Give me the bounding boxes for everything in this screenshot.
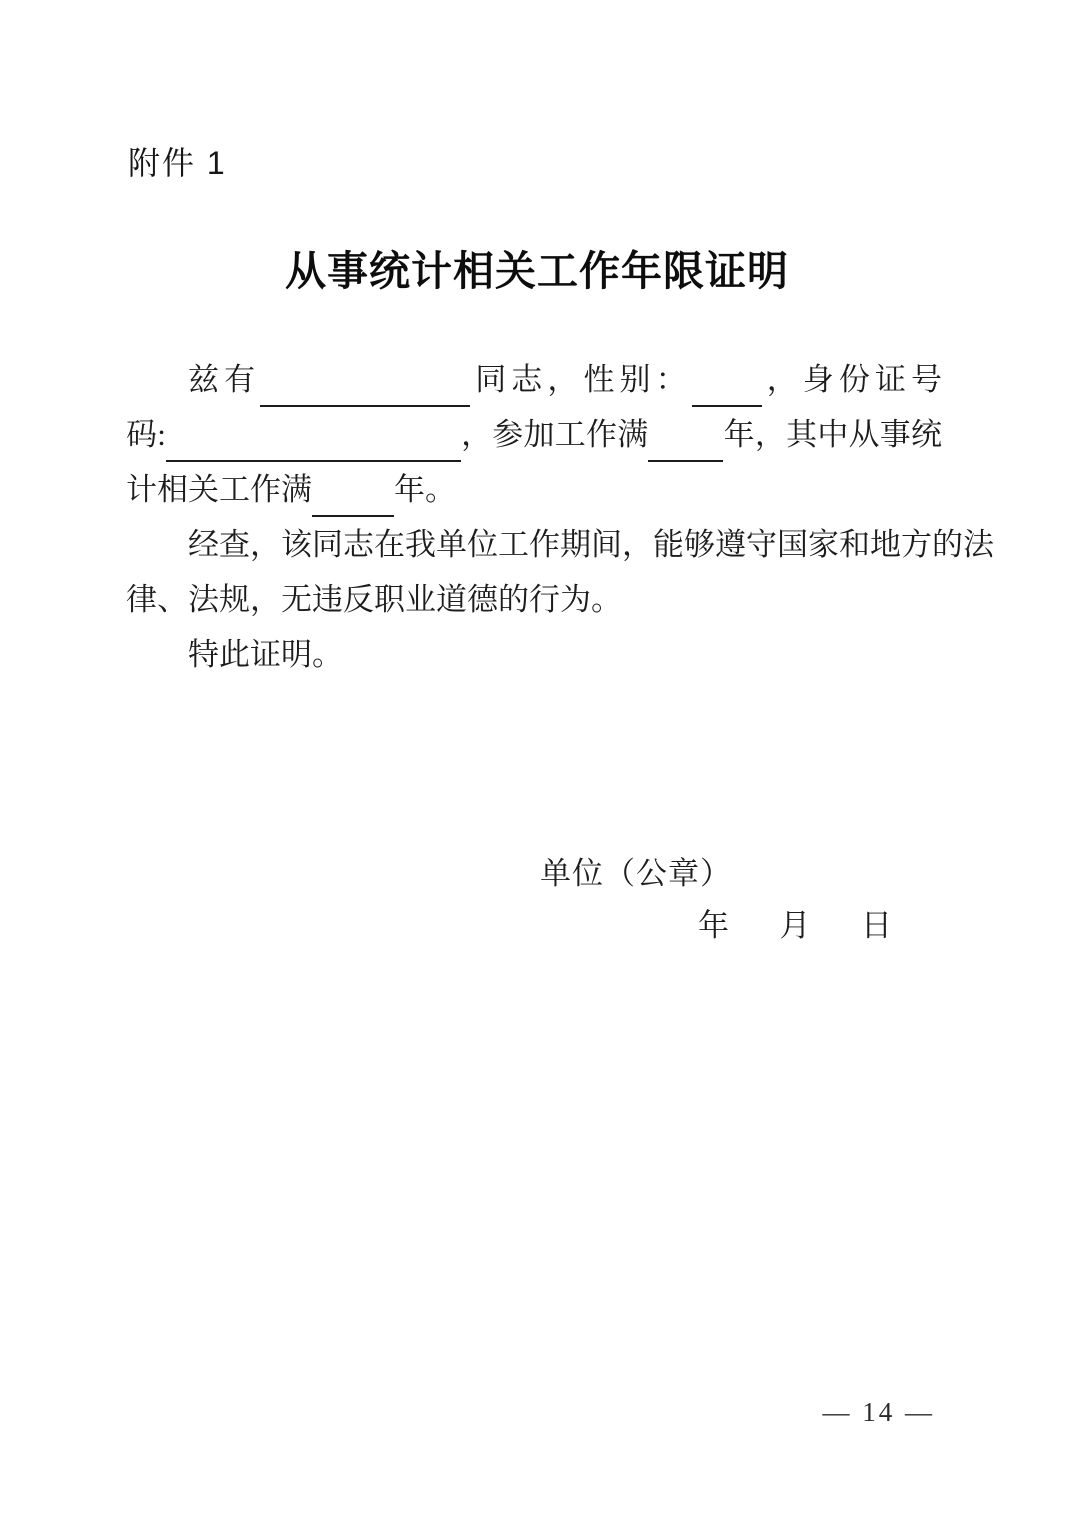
page-number: — 14 — bbox=[822, 1397, 935, 1427]
body-line-1-text-b: 同志，性别： bbox=[470, 362, 692, 397]
body-line-1-text-c: ，身份证号 bbox=[761, 362, 943, 397]
body-line-3-text-a: 计相关工作满 bbox=[126, 472, 312, 507]
signature-month-label: 月 bbox=[779, 908, 811, 943]
body-line-3 bbox=[126, 462, 942, 517]
body-line-2 bbox=[126, 407, 942, 462]
signature-unit-seal-label: 单位（公章） bbox=[540, 856, 732, 891]
body-line-5 bbox=[126, 572, 942, 627]
signature-day-label: 日 bbox=[861, 908, 892, 943]
body-line-6-text: 特此证明。 bbox=[188, 637, 343, 672]
fill-in-blank-name bbox=[260, 378, 470, 407]
body-line-3-text-b: 年。 bbox=[394, 472, 456, 507]
document-body bbox=[126, 352, 994, 682]
attachment-label: 附件 1 bbox=[128, 145, 227, 181]
body-line-4 bbox=[126, 517, 994, 572]
fill-in-blank-statistics-years bbox=[312, 488, 394, 517]
body-line-6 bbox=[126, 627, 942, 682]
signature-year-label: 年 bbox=[698, 908, 729, 943]
body-line-5-text: 律、法规，无违反职业道德的行为。 bbox=[126, 582, 622, 617]
body-line-2-text-b: ，参加工作满 bbox=[460, 417, 649, 452]
document-title: 从事统计相关工作年限证明 bbox=[285, 248, 789, 294]
body-line-1-text-a: 兹有 bbox=[188, 362, 261, 397]
fill-in-blank-work-years bbox=[648, 433, 723, 462]
body-line-4-text: 经查，该同志在我单位工作期间，能够遵守国家和地方的法 bbox=[188, 527, 994, 562]
signature-date-line bbox=[698, 900, 892, 945]
body-line-1 bbox=[126, 352, 942, 407]
fill-in-blank-id-number bbox=[166, 433, 461, 462]
fill-in-blank-gender bbox=[692, 378, 762, 407]
body-line-2-text-c: 年，其中从事统 bbox=[723, 417, 942, 452]
body-line-2-text-a: 码: bbox=[126, 417, 166, 452]
